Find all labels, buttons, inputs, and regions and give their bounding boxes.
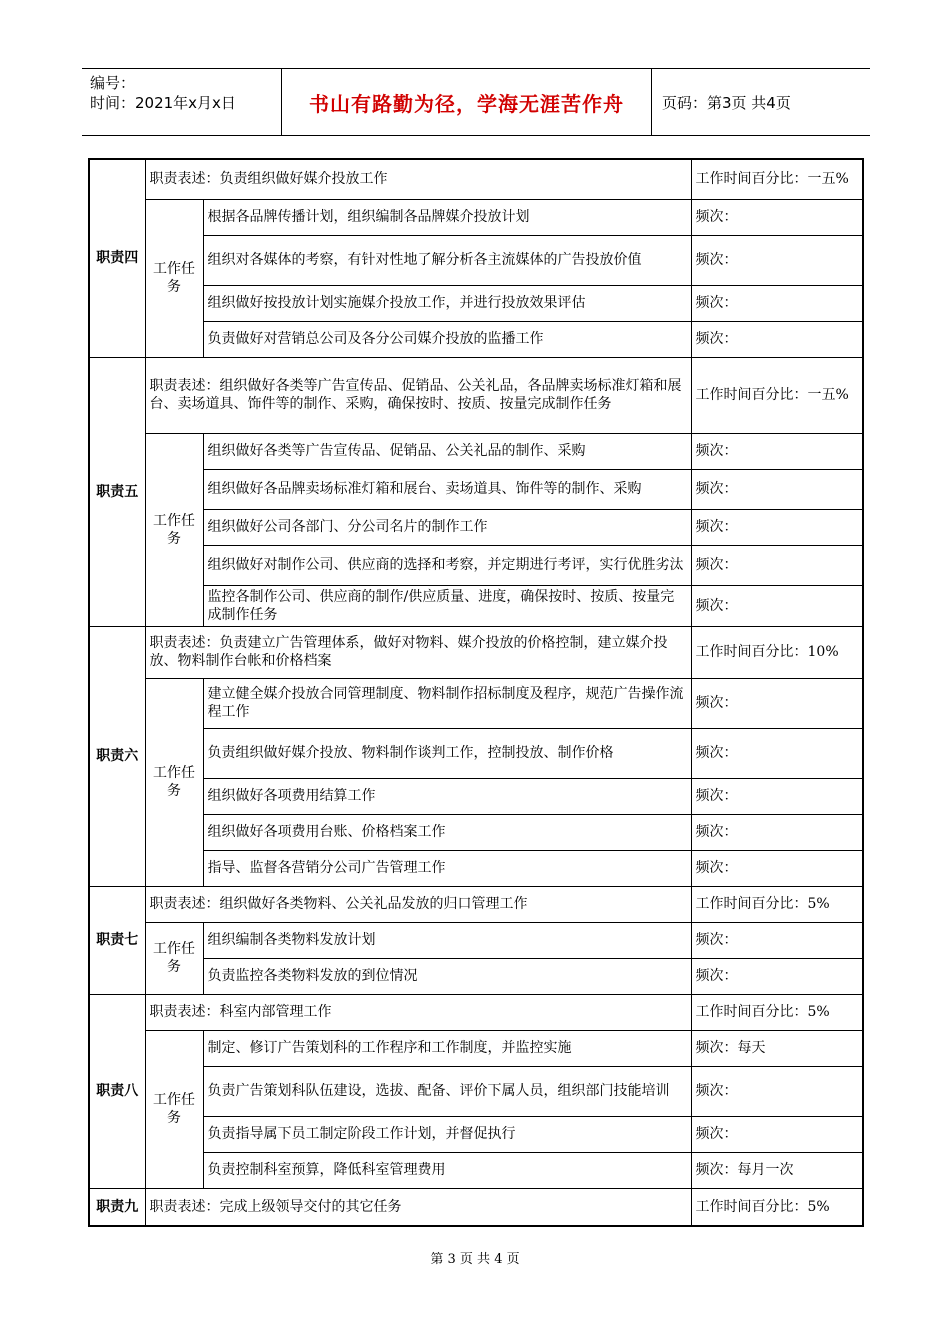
duty-description: 职责表述：负责建立广告管理体系，做好对物料、媒介投放的价格控制，建立媒介投放、物料制作台帐和价格档案 <box>145 626 691 678</box>
task-text: 负责做好对营销总公司及各分公司媒介投放的监播工作 <box>203 321 691 357</box>
task-text: 指导、监督各营销分公司广告管理工作 <box>203 850 691 886</box>
task-text: 组织做好各类等广告宣传品、促销品、公关礼品的制作、采购 <box>203 433 691 469</box>
task-text: 组织做好各品牌卖场标准灯箱和展台、卖场道具、饰件等的制作、采购 <box>203 469 691 509</box>
task-row <box>89 1152 863 1188</box>
task-row <box>89 922 863 958</box>
task-row <box>89 285 863 321</box>
task-frequency: 频次： <box>691 469 863 509</box>
task-label: 工作任务 <box>145 1030 203 1188</box>
duty-description: 职责表述：负责组织做好媒介投放工作 <box>145 159 691 199</box>
time-percentage: 工作时间百分比：一五% <box>691 357 863 433</box>
task-row <box>89 585 863 626</box>
task-text: 组织对各媒体的考察，有针对性地了解分析各主流媒体的广告投放价值 <box>203 235 691 285</box>
document-header <box>82 68 870 136</box>
task-frequency: 频次： <box>691 585 863 626</box>
duty-desc-row <box>89 159 863 199</box>
task-row <box>89 958 863 994</box>
duty-desc-row <box>89 1188 863 1226</box>
task-row <box>89 1030 863 1066</box>
task-frequency: 频次： <box>691 199 863 235</box>
task-text: 制定、修订广告策划科的工作程序和工作制度，并监控实施 <box>203 1030 691 1066</box>
duty-desc-row <box>89 886 863 922</box>
task-text: 组织做好各项费用台账、价格档案工作 <box>203 814 691 850</box>
task-text: 负责组织做好媒介投放、物料制作谈判工作，控制投放、制作价格 <box>203 728 691 778</box>
task-row <box>89 321 863 357</box>
duty-title: 职责四 <box>89 159 145 357</box>
task-frequency: 频次： <box>691 235 863 285</box>
task-frequency: 频次： <box>691 321 863 357</box>
task-label: 工作任务 <box>145 199 203 357</box>
duty-description: 职责表述：科室内部管理工作 <box>145 994 691 1030</box>
task-frequency: 频次： <box>691 922 863 958</box>
header-meta <box>82 69 282 135</box>
task-frequency: 频次： <box>691 814 863 850</box>
task-text: 建立健全媒介投放合同管理制度、物料制作招标制度及程序，规范广告操作流程工作 <box>203 678 691 728</box>
task-frequency: 频次：每月一次 <box>691 1152 863 1188</box>
task-frequency: 频次： <box>691 728 863 778</box>
duty-description: 职责表述：组织做好各类物料、公关礼品发放的归口管理工作 <box>145 886 691 922</box>
time-percentage: 工作时间百分比：5% <box>691 994 863 1030</box>
task-label: 工作任务 <box>145 922 203 994</box>
duty-desc-row <box>89 357 863 433</box>
task-text: 负责监控各类物料发放的到位情况 <box>203 958 691 994</box>
task-frequency: 频次： <box>691 509 863 545</box>
duty-table <box>88 158 864 1227</box>
task-text: 负责指导属下员工制定阶段工作计划，并督促执行 <box>203 1116 691 1152</box>
task-frequency: 频次：每天 <box>691 1030 863 1066</box>
task-frequency: 频次： <box>691 285 863 321</box>
task-text: 组织做好按投放计划实施媒介投放工作，并进行投放效果评估 <box>203 285 691 321</box>
task-row <box>89 433 863 469</box>
task-row <box>89 199 863 235</box>
header-page-number: 页码：第3页 共4页 <box>662 93 791 112</box>
duty-title: 职责八 <box>89 994 145 1188</box>
task-text: 组织做好公司各部门、分公司名片的制作工作 <box>203 509 691 545</box>
task-row <box>89 778 863 814</box>
task-text: 负责广告策划科队伍建设，选拔、配备、评价下属人员，组织部门技能培训 <box>203 1066 691 1116</box>
task-frequency: 频次： <box>691 1066 863 1116</box>
page-footer: 第 3 页 共 4 页 <box>430 1252 520 1267</box>
duty-desc-row <box>89 994 863 1030</box>
task-row <box>89 509 863 545</box>
time-percentage: 工作时间百分比：10% <box>691 626 863 678</box>
task-text: 组织编制各类物料发放计划 <box>203 922 691 958</box>
time-percentage: 工作时间百分比：一五% <box>691 159 863 199</box>
task-frequency: 频次： <box>691 678 863 728</box>
duty-title: 职责六 <box>89 626 145 886</box>
duty-desc-row <box>89 626 863 678</box>
task-row <box>89 1116 863 1152</box>
document-number: 编号： <box>90 74 136 92</box>
task-frequency: 频次： <box>691 545 863 585</box>
document-date: 时间：2021年x月x日 <box>90 94 236 112</box>
task-row <box>89 678 863 728</box>
duty-title: 职责七 <box>89 886 145 994</box>
task-row <box>89 728 863 778</box>
task-text: 组织做好对制作公司、供应商的选择和考察，并定期进行考评，实行优胜劣汰 <box>203 545 691 585</box>
task-row <box>89 469 863 509</box>
task-row <box>89 850 863 886</box>
task-label: 工作任务 <box>145 678 203 886</box>
time-percentage: 工作时间百分比：5% <box>691 886 863 922</box>
task-frequency: 频次： <box>691 433 863 469</box>
task-row <box>89 814 863 850</box>
task-frequency: 频次： <box>691 1116 863 1152</box>
time-percentage: 工作时间百分比：5% <box>691 1188 863 1226</box>
header-motto: 书山有路勤为径，学海无涯苦作舟 <box>282 69 652 135</box>
duty-description: 职责表述：组织做好各类等广告宣传品、促销品、公关礼品，各品牌卖场标准灯箱和展台、卖场道具、饰件等的制作、采购，确保按时、按质、按量完成制作任务 <box>145 357 691 433</box>
task-text: 组织做好各项费用结算工作 <box>203 778 691 814</box>
task-row <box>89 235 863 285</box>
task-row <box>89 1066 863 1116</box>
task-text: 监控各制作公司、供应商的制作/供应质量、进度，确保按时、按质、按量完成制作任务 <box>203 585 691 626</box>
duty-title: 职责五 <box>89 357 145 626</box>
task-text: 根据各品牌传播计划，组织编制各品牌媒介投放计划 <box>203 199 691 235</box>
duty-title: 职责九 <box>89 1188 145 1226</box>
task-frequency: 频次： <box>691 958 863 994</box>
task-row <box>89 545 863 585</box>
task-frequency: 频次： <box>691 778 863 814</box>
task-frequency: 频次： <box>691 850 863 886</box>
task-label: 工作任务 <box>145 433 203 626</box>
task-text: 负责控制科室预算，降低科室管理费用 <box>203 1152 691 1188</box>
duty-description: 职责表述：完成上级领导交付的其它任务 <box>145 1188 691 1226</box>
